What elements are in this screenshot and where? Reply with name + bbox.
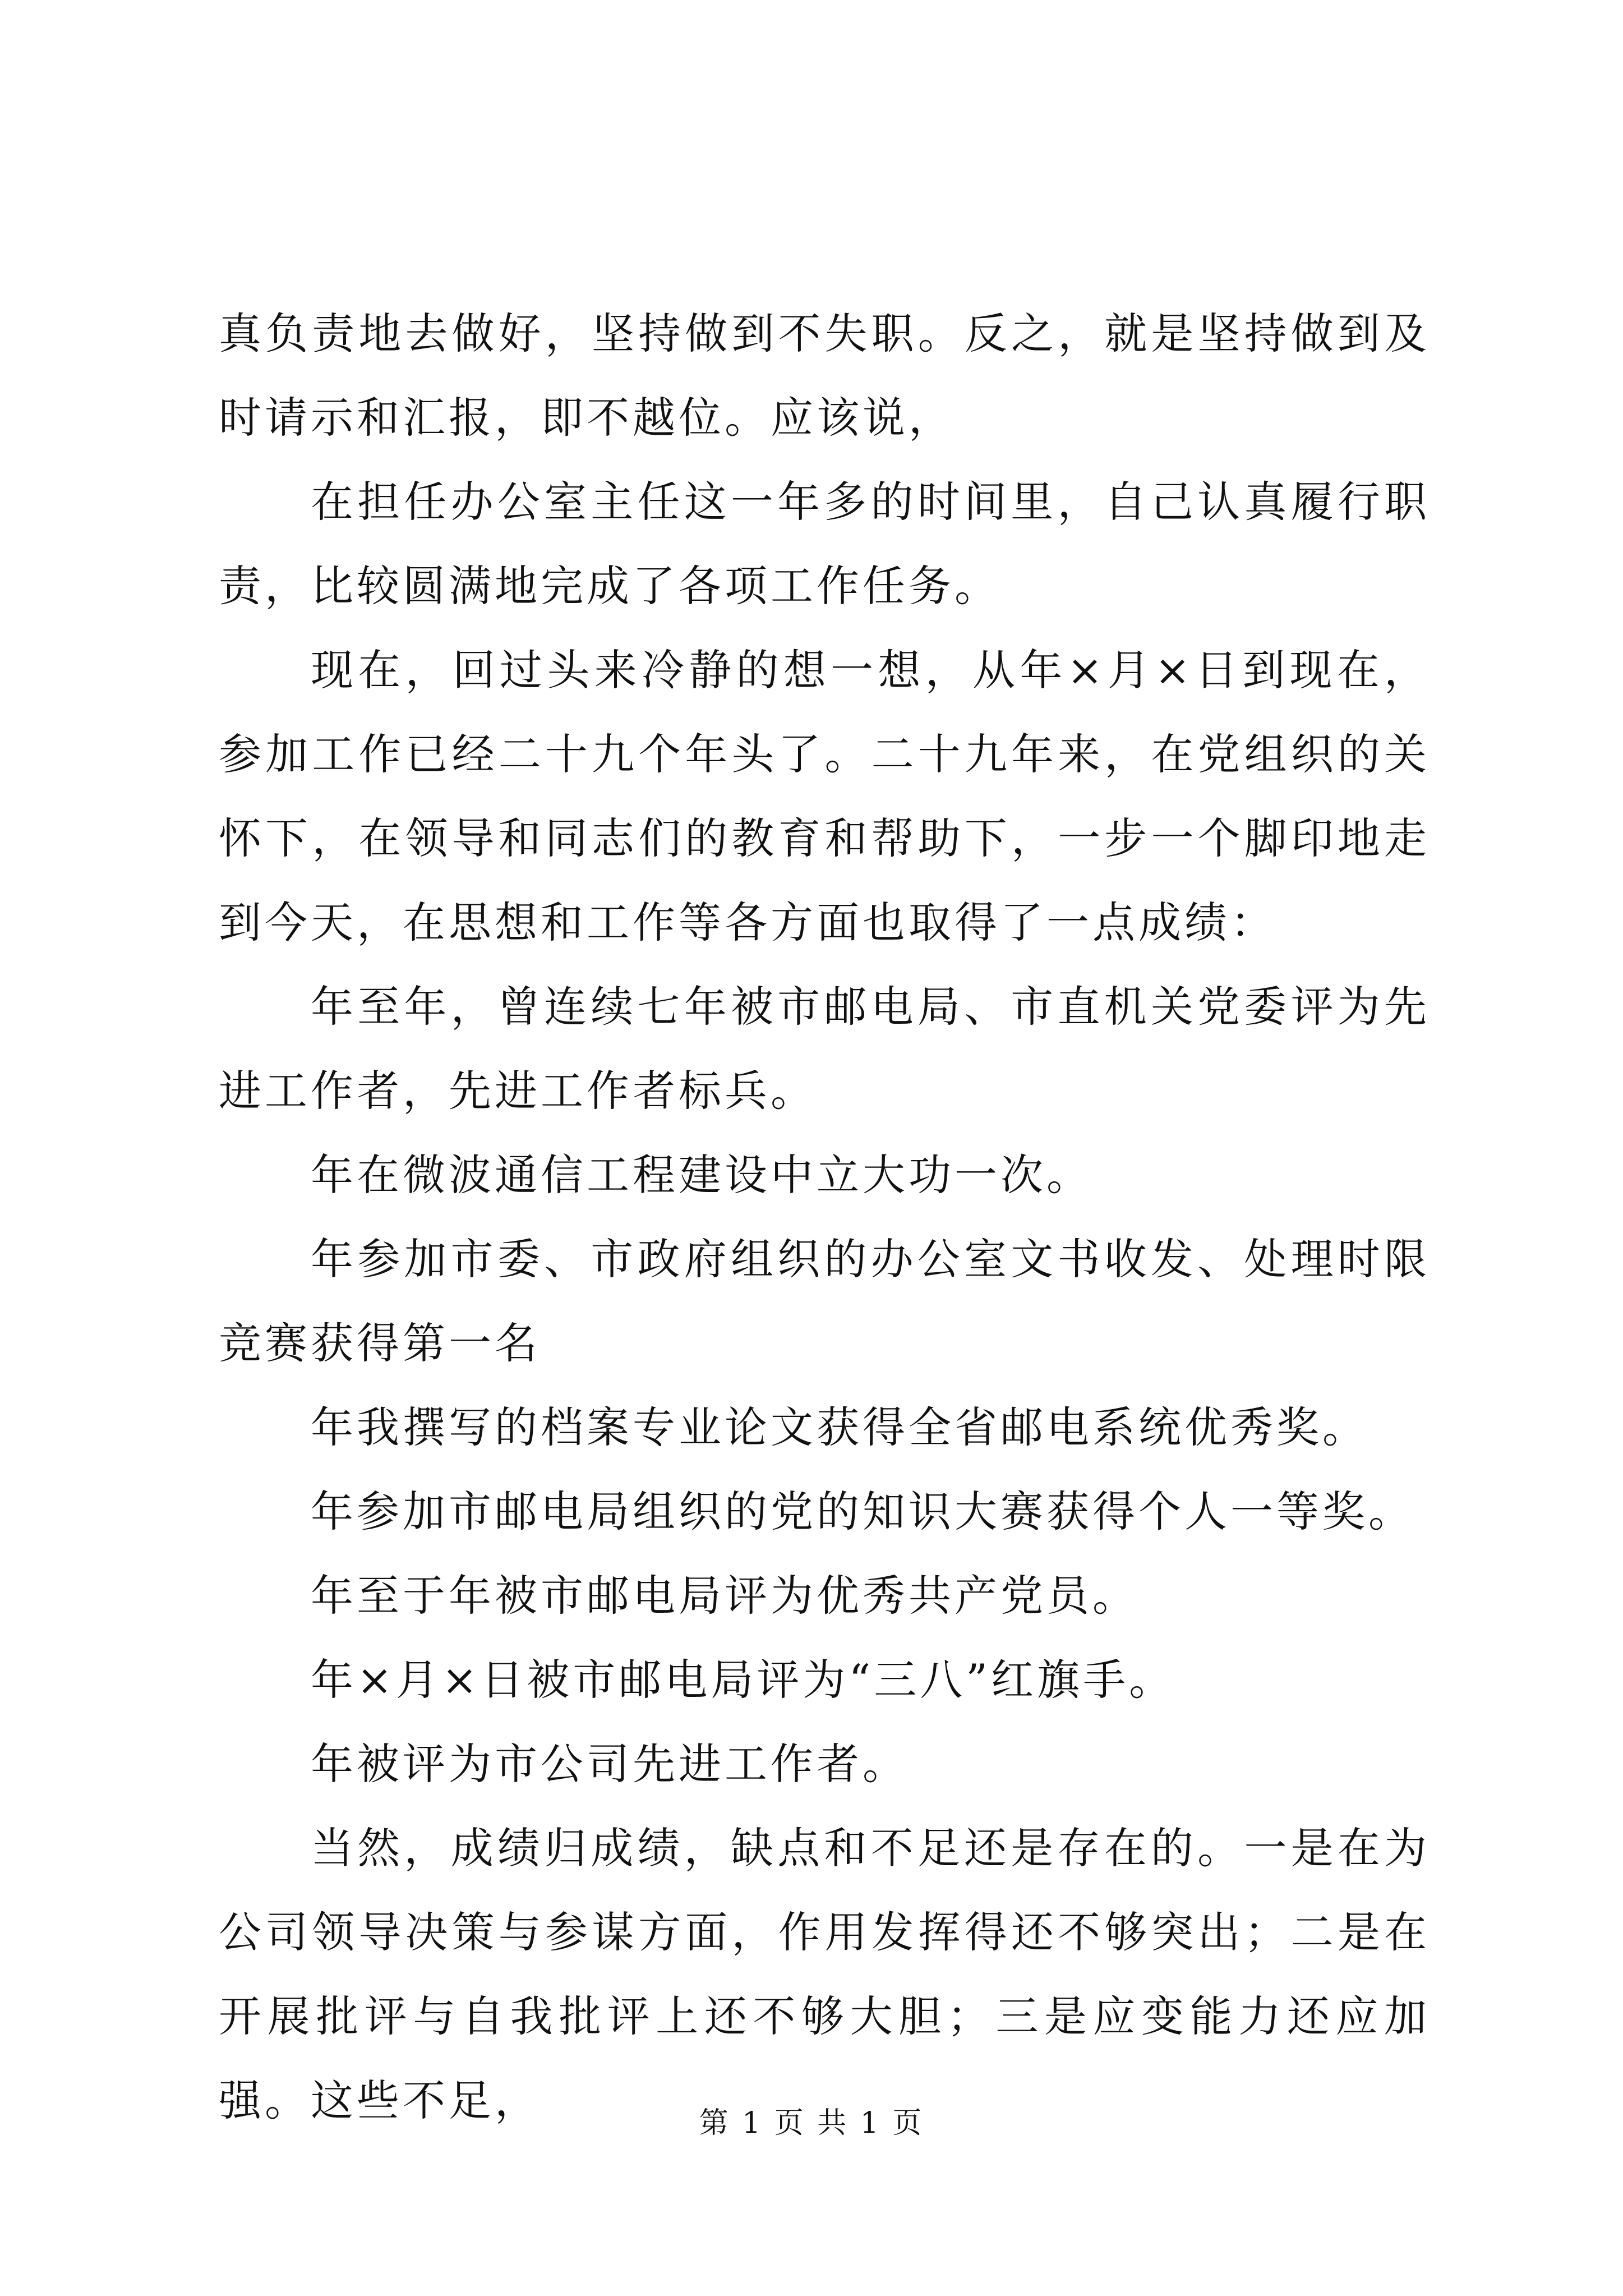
paragraph-1: 真负责地去做好，坚持做到不失职。反之，就是坚持做到及时请示和汇报，即不越位。应该说， [219,309,1430,443]
paragraph-7: 年我撰写的档案专业论文获得全省邮电系统优秀奖。 [311,1402,1368,1452]
paragraph-5: 年在微波通信工程建设中立大功一次。 [311,1150,1092,1200]
paragraph-4: 年至年，曾连续七年被市邮电局、市直机关党委评为先进工作者，先进工作者标兵。 [219,982,1430,1116]
paragraph-12: 当然，成绩归成绩，缺点和不足还是存在的。一是在为公司领导决策与参谋方面，作用发挥得还不够突出；二是在开展批评与自我批评上还不够大胆；三是应变能力还应加强。这些不足， [219,1823,1430,2125]
paragraph-11: 年被评为市公司先进工作者。 [311,1739,909,1789]
paragraph-9: 年至于年被市邮电局评为优秀共产党员。 [311,1571,1138,1621]
paragraph-2: 在担任办公室主任这一年多的时间里，自己认真履行职责，比较圆满地完成了各项工作任务。 [219,477,1430,611]
paragraph-8: 年参加市邮电局组织的党的知识大赛获得个人一等奖。 [311,1487,1414,1536]
page-footer: 第 1 页 共 1 页 [699,2106,924,2140]
paragraph-3: 现在，回过头来冷静的想一想，从年×月×日到现在，参加工作已经二十九个年头了。二十九年来，在党组织的关怀下，在领导和同志们的教育和帮助下，一步一个脚印地走到今天，在思想和工作等各方面也取得了一点成绩： [219,645,1430,947]
paragraph-10: 年×月×日被市邮电局评为“三八”红旗手。 [311,1655,1175,1705]
paragraph-6: 年参加市委、市政府组织的办公室文书收发、处理时限竞赛获得第一名 [219,1234,1430,1368]
body-text [219,292,1430,2143]
